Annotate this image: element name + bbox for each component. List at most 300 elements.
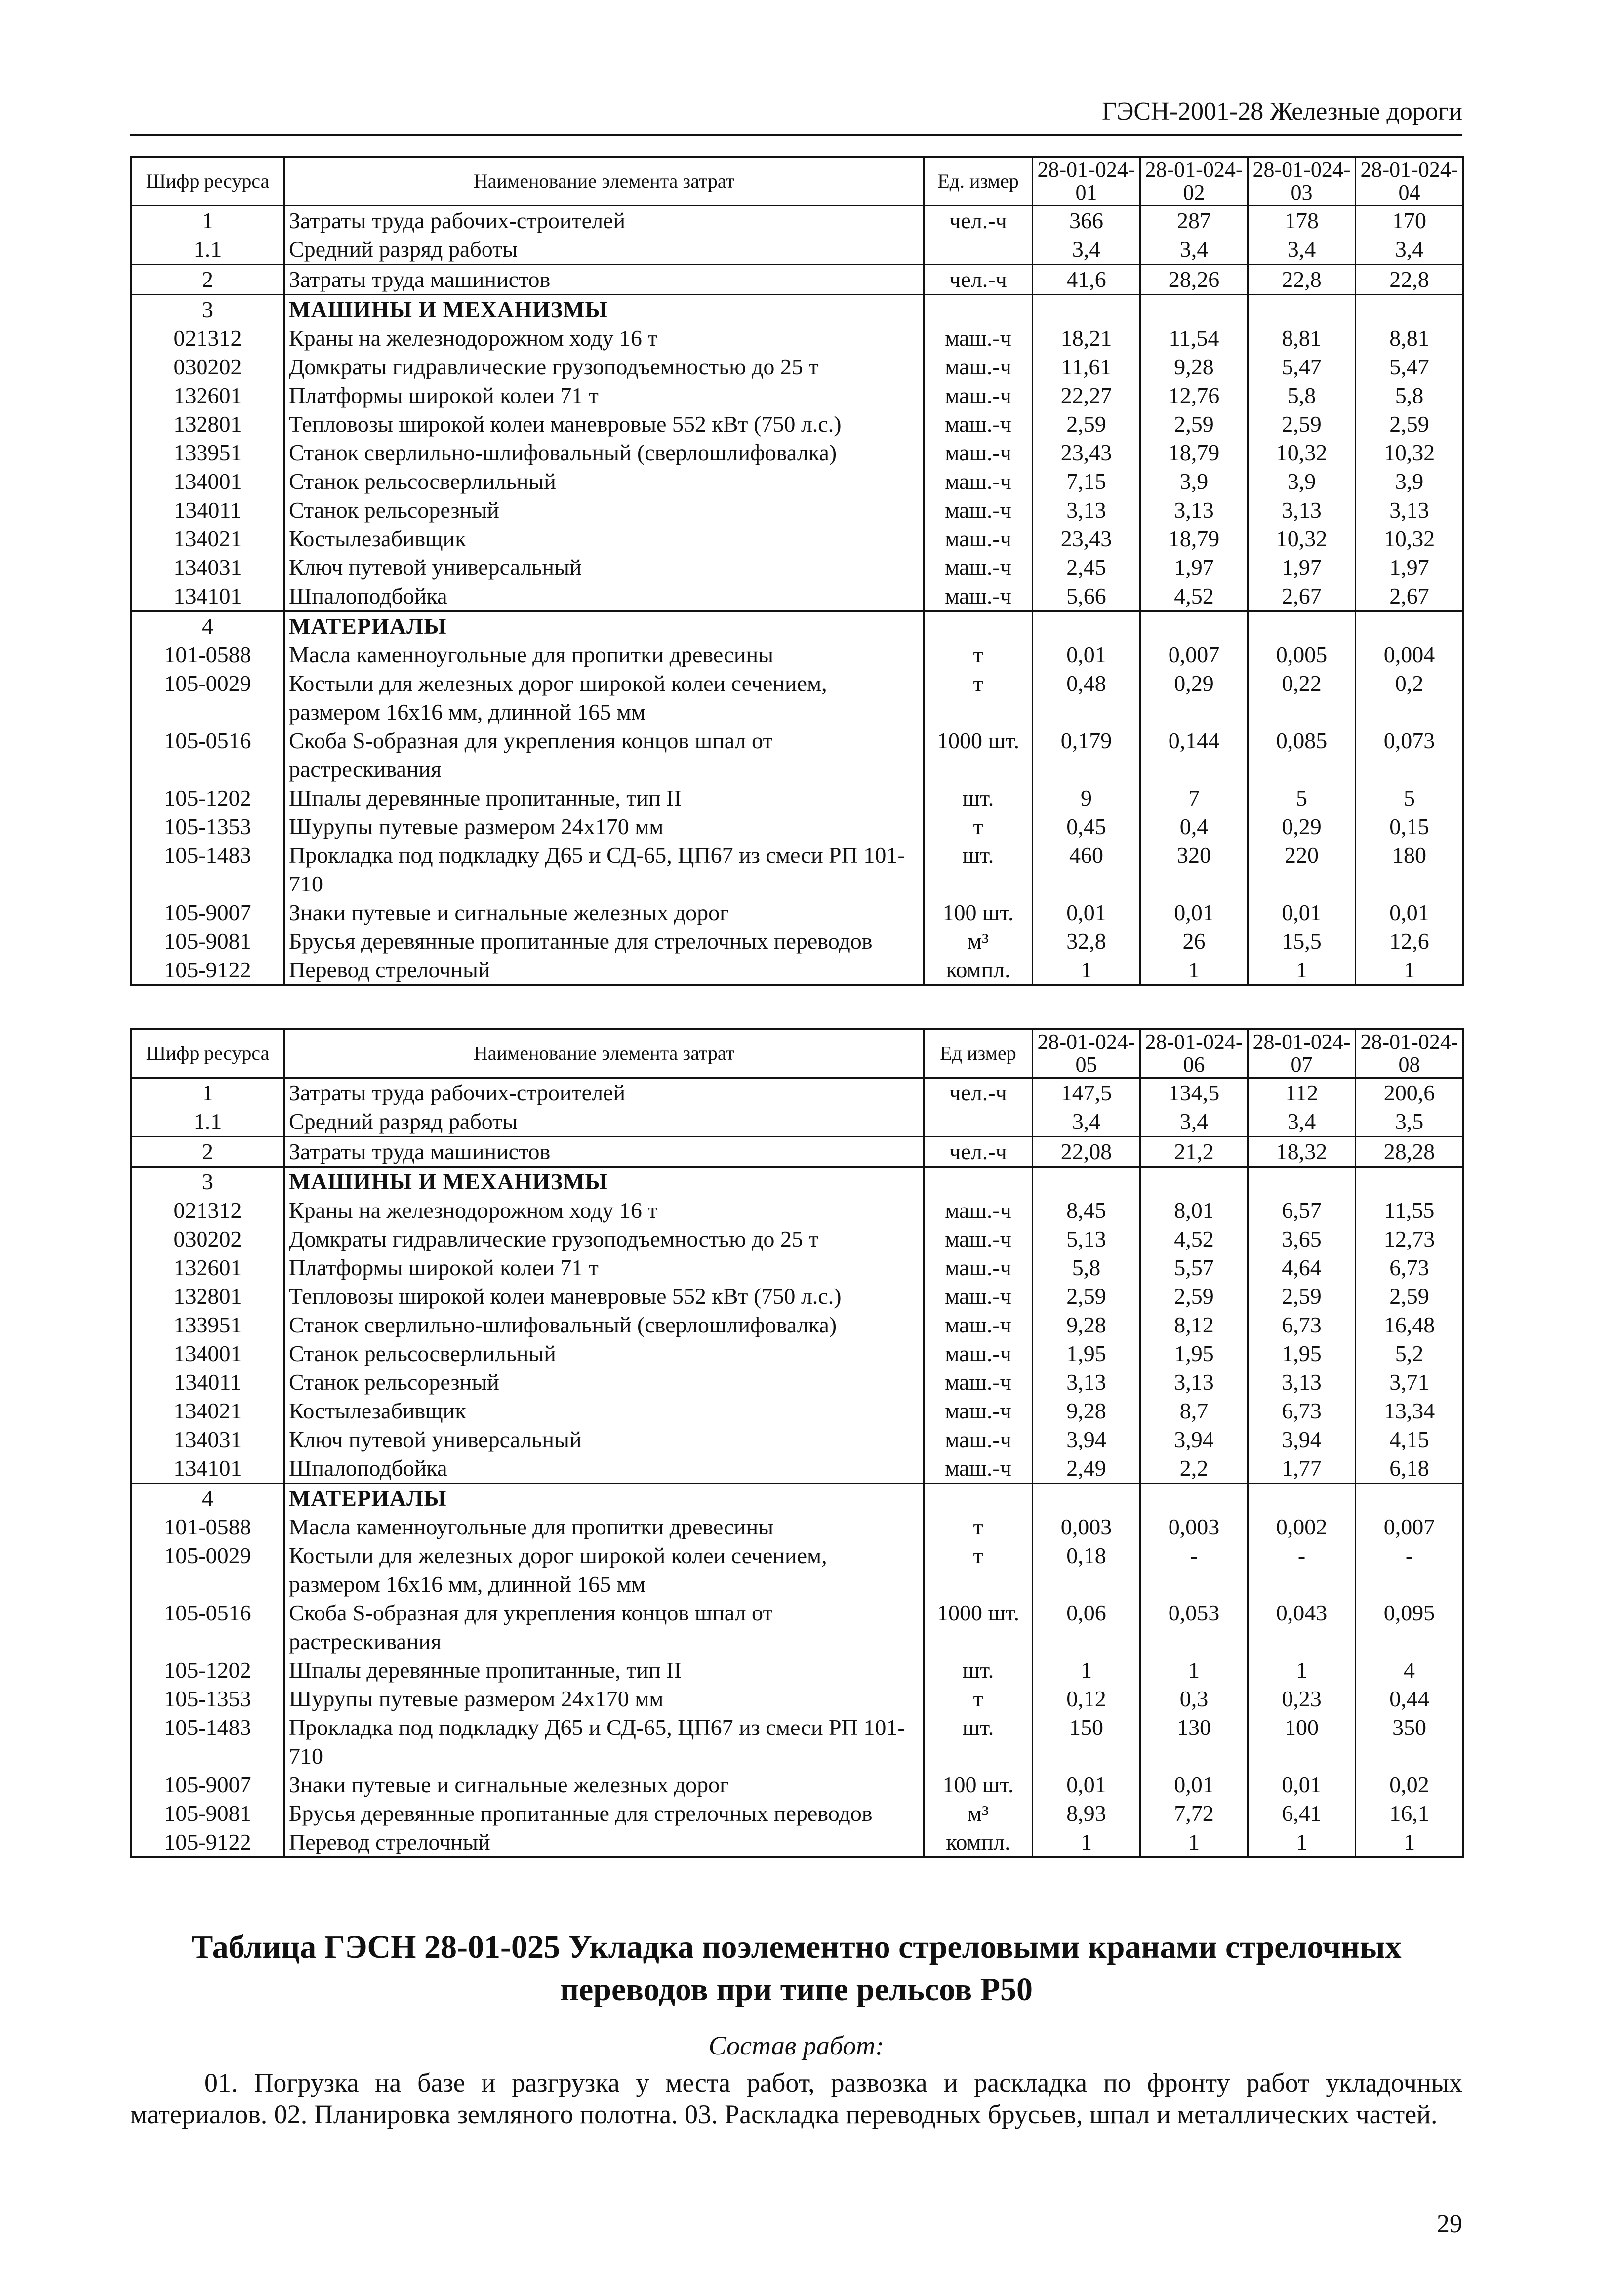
value-cell: 0,3 xyxy=(1140,1685,1248,1713)
value-cell: 0,01 xyxy=(1033,641,1140,669)
unit-cell xyxy=(924,1107,1033,1137)
resource-code-cell: 134101 xyxy=(131,582,284,611)
unit-cell: чел.-ч xyxy=(924,206,1033,236)
resource-code-cell: 132801 xyxy=(131,410,284,439)
resource-name-cell: Станок рельсорезный xyxy=(284,1368,924,1397)
value-cell: 8,12 xyxy=(1140,1311,1248,1339)
value-cell: 8,81 xyxy=(1248,324,1356,353)
value-cell: 6,57 xyxy=(1248,1196,1356,1225)
value-cell: 5 xyxy=(1356,784,1463,812)
value-cell: 0,01 xyxy=(1248,898,1356,927)
running-header: ГЭСН-2001-28 Железные дороги xyxy=(1102,97,1462,125)
resource-code-cell: 3 xyxy=(131,1167,284,1197)
resource-name-cell: МАШИНЫ И МЕХАНИЗМЫ xyxy=(284,295,924,324)
col-header-variant: 28-01-024-04 xyxy=(1356,157,1463,206)
value-cell: 3,4 xyxy=(1140,1107,1248,1137)
value-cell: 22,27 xyxy=(1033,381,1140,410)
value-cell: 22,8 xyxy=(1248,265,1356,295)
value-cell: 23,43 xyxy=(1033,439,1140,467)
resource-name-cell: Прокладка под подкладку Д65 и СД-65, ЦП67 из смеси РП 101-710 xyxy=(284,841,924,898)
resource-code-cell: 132601 xyxy=(131,1253,284,1282)
value-cell: 23,43 xyxy=(1033,524,1140,553)
unit-cell: чел.-ч xyxy=(924,265,1033,295)
value-cell: - xyxy=(1140,1541,1248,1599)
value-cell: 1,95 xyxy=(1140,1339,1248,1368)
table-row xyxy=(131,841,1463,898)
value-cell: 1 xyxy=(1248,956,1356,985)
unit-cell: шт. xyxy=(924,784,1033,812)
resource-code-cell: 105-9081 xyxy=(131,1799,284,1828)
unit-cell: маш.-ч xyxy=(924,1253,1033,1282)
resource-code-cell: 134001 xyxy=(131,1339,284,1368)
value-cell: 3,13 xyxy=(1140,1368,1248,1397)
resource-code-cell: 134011 xyxy=(131,1368,284,1397)
value-cell: 287 xyxy=(1140,206,1248,236)
value-cell: 11,61 xyxy=(1033,353,1140,381)
unit-cell: маш.-ч xyxy=(924,1225,1033,1253)
value-cell: 3,4 xyxy=(1033,1107,1140,1137)
table-row xyxy=(131,1225,1463,1253)
value-cell: 3,13 xyxy=(1356,496,1463,524)
value-cell xyxy=(1033,1484,1140,1513)
table-body xyxy=(131,206,1463,985)
unit-cell: маш.-ч xyxy=(924,381,1033,410)
value-cell xyxy=(1248,1484,1356,1513)
value-cell: 0,29 xyxy=(1140,669,1248,726)
value-cell: 0,01 xyxy=(1356,898,1463,927)
col-header-code: Шифр ресурса xyxy=(131,157,284,206)
value-cell: 2,67 xyxy=(1356,582,1463,611)
value-cell: 0,179 xyxy=(1033,726,1140,784)
table-row xyxy=(131,467,1463,496)
resource-name-cell: Костылезабивщик xyxy=(284,524,924,553)
table-row xyxy=(131,1541,1463,1599)
resource-name-cell: Шпалы деревянные пропитанные, тип II xyxy=(284,784,924,812)
value-cell: 3,13 xyxy=(1140,496,1248,524)
value-cell: 0,004 xyxy=(1356,641,1463,669)
table-row xyxy=(131,1799,1463,1828)
value-cell: 3,65 xyxy=(1248,1225,1356,1253)
unit-cell: т xyxy=(924,1685,1033,1713)
value-cell: 0,18 xyxy=(1033,1541,1140,1599)
resource-code-cell: 134031 xyxy=(131,1425,284,1454)
unit-cell: маш.-ч xyxy=(924,1282,1033,1311)
table-row xyxy=(131,784,1463,812)
value-cell: 12,6 xyxy=(1356,927,1463,956)
value-cell: 1,77 xyxy=(1248,1454,1356,1484)
col-header-code: Шифр ресурса xyxy=(131,1029,284,1078)
value-cell: 3,4 xyxy=(1140,235,1248,265)
table-row xyxy=(131,206,1463,236)
resource-name-cell: Затраты труда рабочих-строителей xyxy=(284,1078,924,1108)
table-row xyxy=(131,410,1463,439)
table-row xyxy=(131,898,1463,927)
value-cell: 0,45 xyxy=(1033,812,1140,841)
value-cell: 0,12 xyxy=(1033,1685,1140,1713)
section-row xyxy=(131,611,1463,641)
unit-cell: маш.-ч xyxy=(924,1454,1033,1484)
table-row xyxy=(131,1513,1463,1541)
value-cell: 0,003 xyxy=(1033,1513,1140,1541)
value-cell xyxy=(1140,611,1248,641)
table-row xyxy=(131,235,1463,265)
value-cell: 10,32 xyxy=(1356,439,1463,467)
value-cell: 21,2 xyxy=(1140,1137,1248,1167)
resource-code-cell: 134021 xyxy=(131,1397,284,1425)
resource-name-cell: Станок рельсосверлильный xyxy=(284,467,924,496)
resource-name-cell: Краны на железнодорожном ходу 16 т xyxy=(284,1196,924,1225)
resource-code-cell: 2 xyxy=(131,1137,284,1167)
table-row xyxy=(131,1311,1463,1339)
value-cell: 3,4 xyxy=(1248,235,1356,265)
value-cell: 0,073 xyxy=(1356,726,1463,784)
table-row xyxy=(131,1685,1463,1713)
table-row xyxy=(131,1828,1463,1857)
resource-code-cell: 105-9122 xyxy=(131,1828,284,1857)
value-cell: 22,8 xyxy=(1356,265,1463,295)
resource-code-cell: 105-9007 xyxy=(131,898,284,927)
value-cell: 3,5 xyxy=(1356,1107,1463,1137)
resource-name-cell: Ключ путевой универсальный xyxy=(284,1425,924,1454)
value-cell: 2,59 xyxy=(1356,410,1463,439)
value-cell: 18,21 xyxy=(1033,324,1140,353)
value-cell: 0,44 xyxy=(1356,1685,1463,1713)
unit-cell: т xyxy=(924,1541,1033,1599)
resource-code-cell: 1 xyxy=(131,1078,284,1108)
resource-name-cell: Станок сверлильно-шлифовальный (сверлошлифовалка) xyxy=(284,1311,924,1339)
value-cell: 0,29 xyxy=(1248,812,1356,841)
resource-name-cell: Шурупы путевые размером 24x170 мм xyxy=(284,1685,924,1713)
value-cell xyxy=(1248,611,1356,641)
table-header-row xyxy=(131,1029,1463,1078)
resource-name-cell: Станок рельсорезный xyxy=(284,496,924,524)
unit-cell: маш.-ч xyxy=(924,1339,1033,1368)
resource-code-cell: 030202 xyxy=(131,353,284,381)
value-cell: 0,144 xyxy=(1140,726,1248,784)
value-cell: 41,6 xyxy=(1033,265,1140,295)
value-cell xyxy=(1033,295,1140,324)
value-cell: 1,97 xyxy=(1248,553,1356,582)
unit-cell: компл. xyxy=(924,956,1033,985)
resource-code-cell: 105-1353 xyxy=(131,1685,284,1713)
resource-code-cell: 105-0029 xyxy=(131,1541,284,1599)
resource-name-cell: Шпалоподбойка xyxy=(284,1454,924,1484)
value-cell: 9,28 xyxy=(1033,1397,1140,1425)
table-row xyxy=(131,353,1463,381)
value-cell xyxy=(1248,1167,1356,1197)
value-cell: 2,49 xyxy=(1033,1454,1140,1484)
value-cell: 0,06 xyxy=(1033,1599,1140,1656)
value-cell: 15,5 xyxy=(1248,927,1356,956)
value-cell: 3,94 xyxy=(1248,1425,1356,1454)
value-cell: 1 xyxy=(1140,1656,1248,1685)
value-cell xyxy=(1033,1167,1140,1197)
table-row xyxy=(131,324,1463,353)
value-cell xyxy=(1356,1167,1463,1197)
resource-code-cell: 105-0516 xyxy=(131,726,284,784)
value-cell xyxy=(1356,611,1463,641)
resource-code-cell: 105-9007 xyxy=(131,1771,284,1799)
col-header-variant: 28-01-024-02 xyxy=(1140,157,1248,206)
value-cell: 4,52 xyxy=(1140,1225,1248,1253)
col-header-unit: Ед. измер xyxy=(924,157,1033,206)
resource-code-cell: 105-9081 xyxy=(131,927,284,956)
resource-code-cell: 134031 xyxy=(131,553,284,582)
resource-name-cell: Затраты труда машинистов xyxy=(284,1137,924,1167)
value-cell: 0,007 xyxy=(1140,641,1248,669)
value-cell: 100 xyxy=(1248,1713,1356,1771)
section-row xyxy=(131,1484,1463,1513)
table-row xyxy=(131,1656,1463,1685)
resource-name-cell: Средний разряд работы xyxy=(284,1107,924,1137)
table-row xyxy=(131,1397,1463,1425)
table-row xyxy=(131,496,1463,524)
unit-cell: маш.-ч xyxy=(924,1425,1033,1454)
value-cell: 3,13 xyxy=(1033,496,1140,524)
value-cell: 18,79 xyxy=(1140,524,1248,553)
resource-code-cell: 1 xyxy=(131,206,284,236)
resource-code-cell: 2 xyxy=(131,265,284,295)
value-cell: 18,79 xyxy=(1140,439,1248,467)
unit-cell: м³ xyxy=(924,927,1033,956)
page-number: 29 xyxy=(1437,2210,1462,2238)
table-row xyxy=(131,265,1463,295)
table-row xyxy=(131,1368,1463,1397)
value-cell: 0,095 xyxy=(1356,1599,1463,1656)
unit-cell: маш.-ч xyxy=(924,439,1033,467)
work-composition-text: 01. Погрузка на базе и разгрузка у места работ, развозка и раскладка по фронту работ укладочных материалов. 02. Планировка земляного полотна. 03. Раскладка переводных брусьев, шпал и металлических частей. xyxy=(130,2068,1462,2129)
resource-table-1 xyxy=(130,156,1464,986)
value-cell: 6,18 xyxy=(1356,1454,1463,1484)
resource-name-cell: Платформы широкой колеи 71 т xyxy=(284,1253,924,1282)
unit-cell: т xyxy=(924,669,1033,726)
value-cell: 3,4 xyxy=(1356,235,1463,265)
table-row xyxy=(131,1107,1463,1137)
value-cell: 10,32 xyxy=(1248,439,1356,467)
value-cell: 10,32 xyxy=(1248,524,1356,553)
unit-cell: шт. xyxy=(924,1656,1033,1685)
resource-name-cell: Прокладка под подкладку Д65 и СД-65, ЦП67 из смеси РП 101-710 xyxy=(284,1713,924,1771)
table-row xyxy=(131,1137,1463,1167)
value-cell: 147,5 xyxy=(1033,1078,1140,1108)
unit-cell: 1000 шт. xyxy=(924,726,1033,784)
value-cell: 366 xyxy=(1033,206,1140,236)
value-cell: 7 xyxy=(1140,784,1248,812)
resource-code-cell: 021312 xyxy=(131,1196,284,1225)
unit-cell: т xyxy=(924,641,1033,669)
unit-cell: чел.-ч xyxy=(924,1137,1033,1167)
resource-name-cell: Тепловозы широкой колеи маневровые 552 кВт (750 л.с.) xyxy=(284,1282,924,1311)
value-cell: 5 xyxy=(1248,784,1356,812)
value-cell: 3,71 xyxy=(1356,1368,1463,1397)
value-cell: 0,005 xyxy=(1248,641,1356,669)
value-cell: 12,76 xyxy=(1140,381,1248,410)
unit-cell: т xyxy=(924,1513,1033,1541)
unit-cell: маш.-ч xyxy=(924,1196,1033,1225)
table-row xyxy=(131,641,1463,669)
value-cell: 1 xyxy=(1248,1828,1356,1857)
table-row xyxy=(131,1339,1463,1368)
col-header-variant: 28-01-024-05 xyxy=(1033,1029,1140,1078)
resource-name-cell: Перевод стрелочный xyxy=(284,1828,924,1857)
value-cell: 9,28 xyxy=(1140,353,1248,381)
value-cell: 3,13 xyxy=(1248,1368,1356,1397)
col-header-unit: Ед измер xyxy=(924,1029,1033,1078)
table-header-row xyxy=(131,157,1463,206)
unit-cell: маш.-ч xyxy=(924,410,1033,439)
resource-name-cell: Масла каменноугольные для пропитки древесины xyxy=(284,641,924,669)
resource-code-cell: 105-1353 xyxy=(131,812,284,841)
value-cell: 11,55 xyxy=(1356,1196,1463,1225)
resource-name-cell: Ключ путевой универсальный xyxy=(284,553,924,582)
resource-code-cell: 1.1 xyxy=(131,235,284,265)
value-cell: 0,4 xyxy=(1140,812,1248,841)
value-cell: 1 xyxy=(1356,1828,1463,1857)
unit-cell: 1000 шт. xyxy=(924,1599,1033,1656)
value-cell: 150 xyxy=(1033,1713,1140,1771)
unit-cell: маш.-ч xyxy=(924,582,1033,611)
resource-code-cell: 4 xyxy=(131,1484,284,1513)
value-cell: 134,5 xyxy=(1140,1078,1248,1108)
resource-code-cell: 101-0588 xyxy=(131,1513,284,1541)
unit-cell: маш.-ч xyxy=(924,524,1033,553)
unit-cell: шт. xyxy=(924,841,1033,898)
value-cell: 16,48 xyxy=(1356,1311,1463,1339)
table-row xyxy=(131,1454,1463,1484)
value-cell: 0,043 xyxy=(1248,1599,1356,1656)
value-cell: 1,97 xyxy=(1140,553,1248,582)
value-cell xyxy=(1356,1484,1463,1513)
resource-name-cell: МАТЕРИАЛЫ xyxy=(284,1484,924,1513)
value-cell: 6,73 xyxy=(1248,1311,1356,1339)
value-cell: 5,66 xyxy=(1033,582,1140,611)
value-cell: 1 xyxy=(1033,1656,1140,1685)
value-cell: 200,6 xyxy=(1356,1078,1463,1108)
value-cell: 3,13 xyxy=(1033,1368,1140,1397)
resource-name-cell: Знаки путевые и сигнальные железных дорог xyxy=(284,1771,924,1799)
col-header-name: Наименование элемента затрат xyxy=(284,1029,924,1078)
resource-code-cell: 105-0029 xyxy=(131,669,284,726)
value-cell xyxy=(1140,1484,1248,1513)
table-row xyxy=(131,381,1463,410)
value-cell: 0,085 xyxy=(1248,726,1356,784)
resource-code-cell: 132601 xyxy=(131,381,284,410)
value-cell: 0,01 xyxy=(1248,1771,1356,1799)
value-cell: 2,59 xyxy=(1140,1282,1248,1311)
value-cell: 12,73 xyxy=(1356,1225,1463,1253)
resource-name-cell: Знаки путевые и сигнальные железных дорог xyxy=(284,898,924,927)
value-cell: 0,053 xyxy=(1140,1599,1248,1656)
table-row xyxy=(131,812,1463,841)
resource-name-cell: Костылезабивщик xyxy=(284,1397,924,1425)
value-cell: 0,2 xyxy=(1356,669,1463,726)
value-cell: 1 xyxy=(1033,1828,1140,1857)
resource-name-cell: Брусья деревянные пропитанные для стрелочных переводов xyxy=(284,927,924,956)
table-row xyxy=(131,439,1463,467)
value-cell: 3,9 xyxy=(1248,467,1356,496)
unit-cell: 100 шт. xyxy=(924,898,1033,927)
value-cell: 2,59 xyxy=(1033,410,1140,439)
resource-name-cell: Затраты труда рабочих-строителей xyxy=(284,206,924,236)
unit-cell: маш.-ч xyxy=(924,1397,1033,1425)
value-cell: 3,4 xyxy=(1248,1107,1356,1137)
value-cell xyxy=(1140,1167,1248,1197)
table-row xyxy=(131,726,1463,784)
value-cell: 1,97 xyxy=(1356,553,1463,582)
value-cell: 5,47 xyxy=(1356,353,1463,381)
value-cell: 0,01 xyxy=(1033,1771,1140,1799)
value-cell: 2,59 xyxy=(1248,410,1356,439)
table-row xyxy=(131,669,1463,726)
resource-code-cell: 105-1202 xyxy=(131,1656,284,1685)
value-cell: 1 xyxy=(1248,1656,1356,1685)
resource-code-cell: 105-1483 xyxy=(131,1713,284,1771)
value-cell: 5,57 xyxy=(1140,1253,1248,1282)
resource-name-cell: МАШИНЫ И МЕХАНИЗМЫ xyxy=(284,1167,924,1197)
resource-name-cell: Домкраты гидравлические грузоподъемностью до 25 т xyxy=(284,353,924,381)
col-header-variant: 28-01-024-06 xyxy=(1140,1029,1248,1078)
unit-cell xyxy=(924,1484,1033,1513)
value-cell: 8,7 xyxy=(1140,1397,1248,1425)
unit-cell: 100 шт. xyxy=(924,1771,1033,1799)
value-cell: 28,28 xyxy=(1356,1137,1463,1167)
value-cell: 5,2 xyxy=(1356,1339,1463,1368)
value-cell: 1 xyxy=(1140,1828,1248,1857)
resource-name-cell: Скоба S-образная для укрепления концов шпал от растрескивания xyxy=(284,1599,924,1656)
col-header-name: Наименование элемента затрат xyxy=(284,157,924,206)
col-header-variant: 28-01-024-01 xyxy=(1033,157,1140,206)
value-cell: 0,02 xyxy=(1356,1771,1463,1799)
resource-code-cell: 030202 xyxy=(131,1225,284,1253)
unit-cell: маш.-ч xyxy=(924,553,1033,582)
value-cell: 8,01 xyxy=(1140,1196,1248,1225)
value-cell: 26 xyxy=(1140,927,1248,956)
value-cell: 9,28 xyxy=(1033,1311,1140,1339)
value-cell: 0,01 xyxy=(1140,1771,1248,1799)
value-cell xyxy=(1140,295,1248,324)
table-row xyxy=(131,956,1463,985)
resource-code-cell: 132801 xyxy=(131,1282,284,1311)
value-cell: 6,73 xyxy=(1248,1397,1356,1425)
unit-cell: маш.-ч xyxy=(924,324,1033,353)
value-cell: 180 xyxy=(1356,841,1463,898)
value-cell: 3,13 xyxy=(1248,496,1356,524)
value-cell: 16,1 xyxy=(1356,1799,1463,1828)
resource-name-cell: Шпалоподбойка xyxy=(284,582,924,611)
table-row xyxy=(131,1078,1463,1108)
value-cell: 5,13 xyxy=(1033,1225,1140,1253)
col-header-variant: 28-01-024-03 xyxy=(1248,157,1356,206)
unit-cell: т xyxy=(924,812,1033,841)
value-cell: 3,9 xyxy=(1356,467,1463,496)
col-header-variant: 28-01-024-07 xyxy=(1248,1029,1356,1078)
resource-code-cell: 3 xyxy=(131,295,284,324)
resource-code-cell: 134101 xyxy=(131,1454,284,1484)
value-cell: - xyxy=(1356,1541,1463,1599)
resource-name-cell: Брусья деревянные пропитанные для стрелочных переводов xyxy=(284,1799,924,1828)
resource-name-cell: Скоба S-образная для укрепления концов шпал от растрескивания xyxy=(284,726,924,784)
resource-code-cell: 105-1202 xyxy=(131,784,284,812)
value-cell xyxy=(1356,295,1463,324)
resource-name-cell: Шпалы деревянные пропитанные, тип II xyxy=(284,1656,924,1685)
value-cell: 28,26 xyxy=(1140,265,1248,295)
value-cell: 0,003 xyxy=(1140,1513,1248,1541)
value-cell: 5,47 xyxy=(1248,353,1356,381)
resource-code-cell: 105-0516 xyxy=(131,1599,284,1656)
value-cell: 4,52 xyxy=(1140,582,1248,611)
section-row xyxy=(131,1167,1463,1197)
unit-cell: чел.-ч xyxy=(924,1078,1033,1108)
